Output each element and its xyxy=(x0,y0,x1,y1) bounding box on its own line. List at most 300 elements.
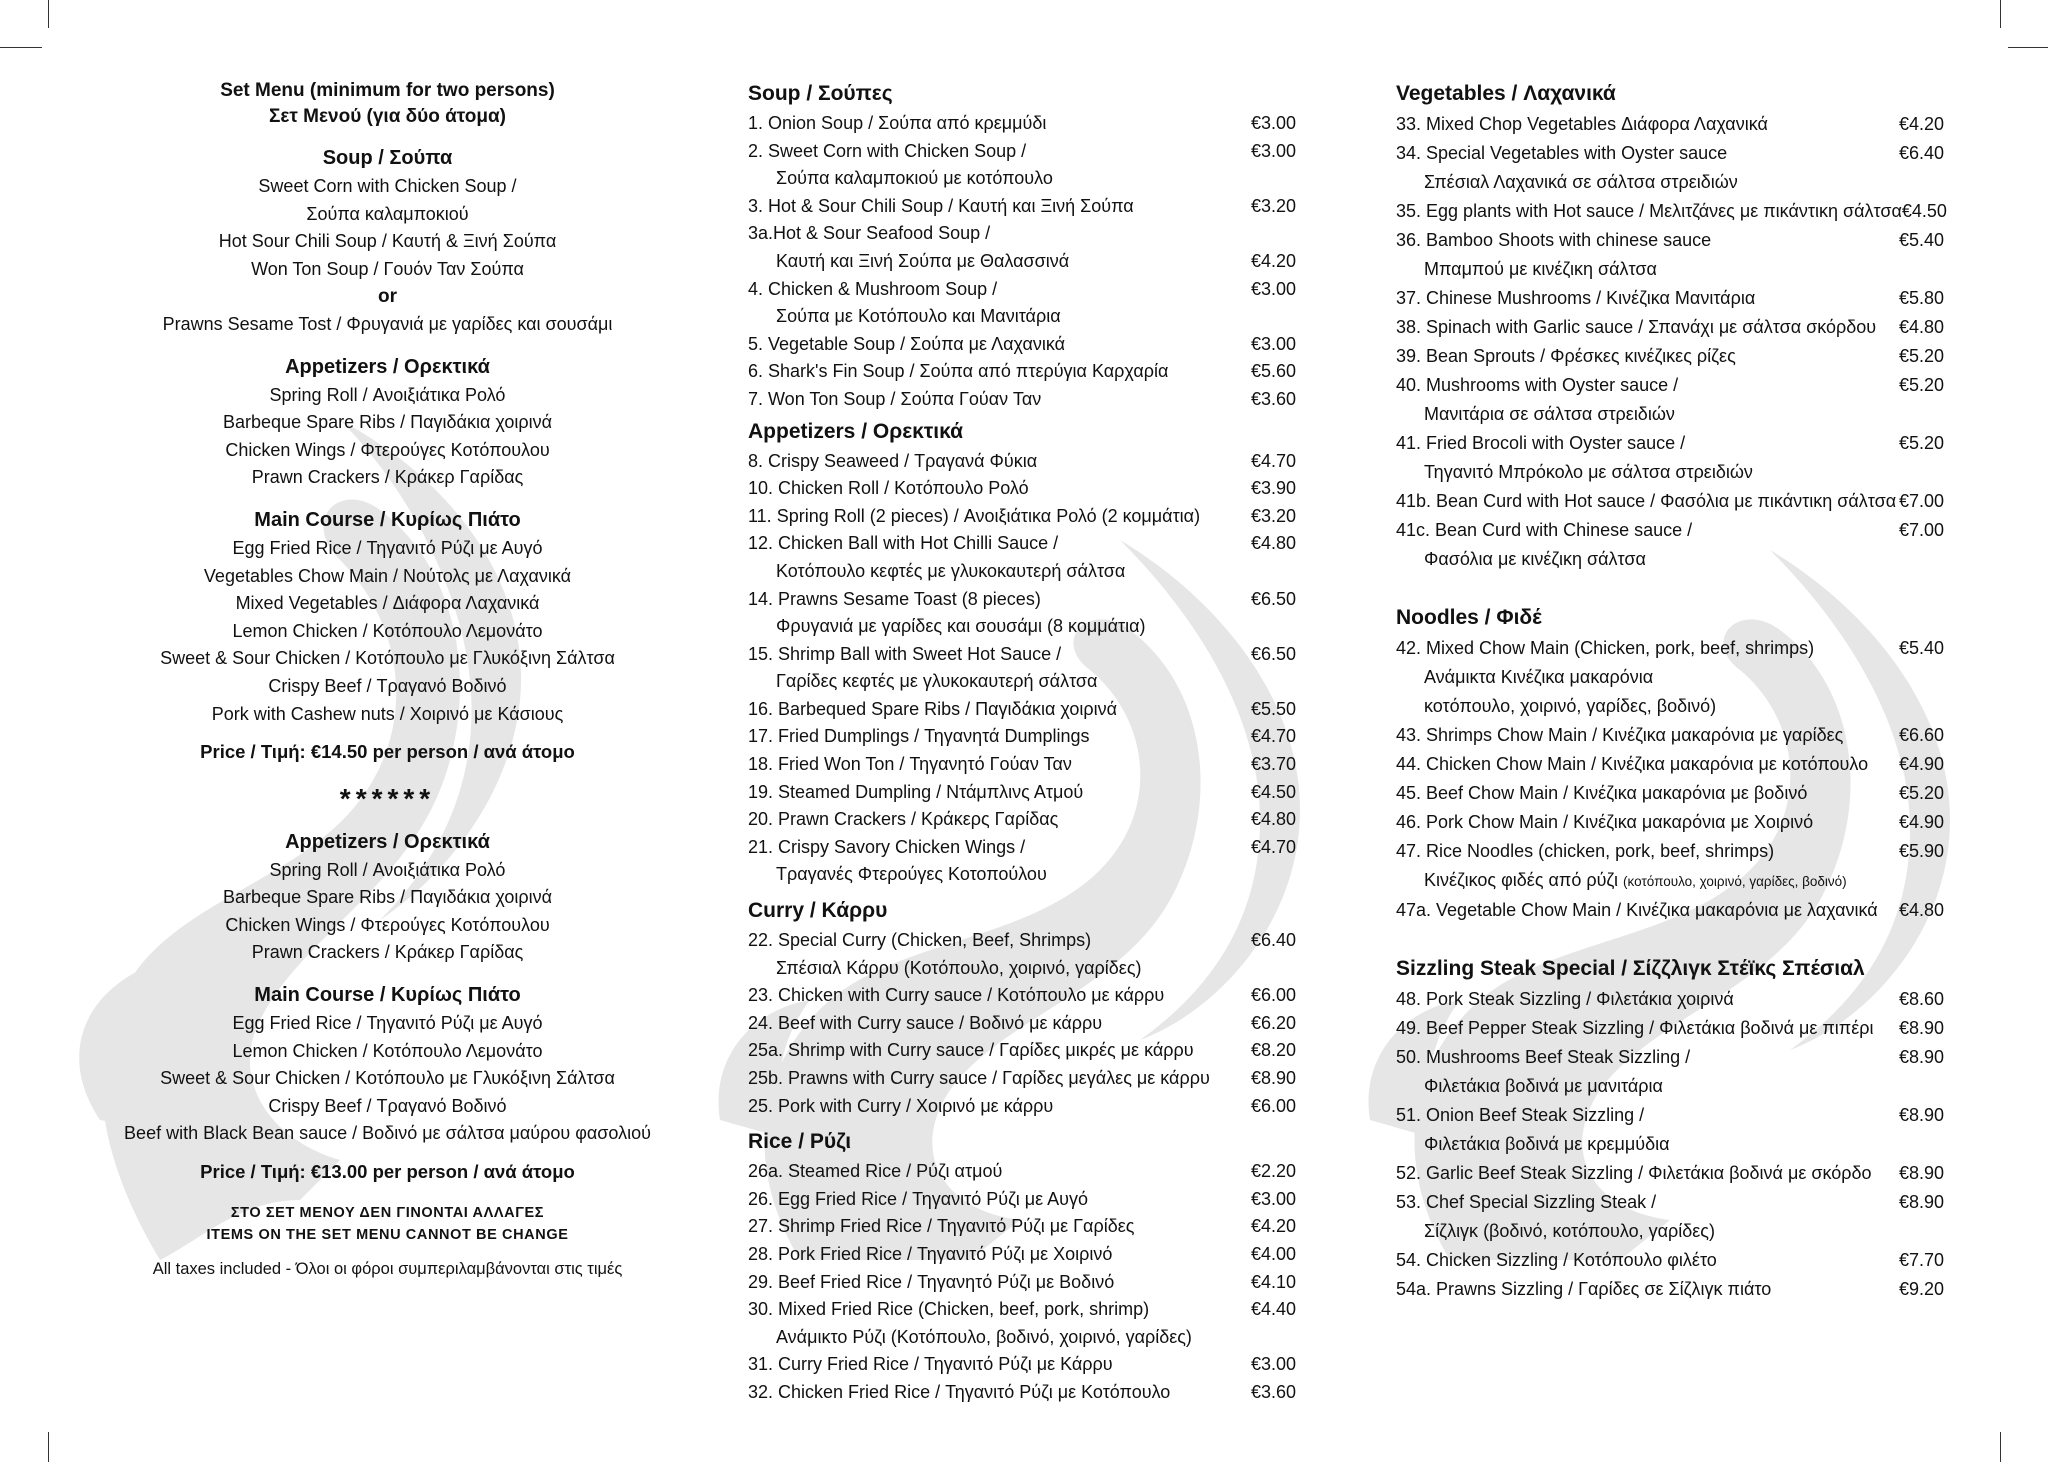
menu-item-name: 21. Crispy Savory Chicken Wings / xyxy=(748,836,1026,857)
menu-item: Chicken Wings / Φτερούγες Κοτόπουλου xyxy=(225,439,550,460)
menu-item-name: 15. Shrimp Ball with Sweet Hot Sauce / xyxy=(748,643,1062,664)
crop-mark xyxy=(2000,1432,2001,1462)
menu-item-name: 4. Chicken & Mushroom Soup / xyxy=(748,278,998,299)
set-menu-note xyxy=(115,1202,660,1246)
crop-mark xyxy=(2000,0,2001,28)
menu-item-row xyxy=(748,586,1296,614)
menu-item-row xyxy=(1396,634,1944,663)
menu-item-row xyxy=(1396,896,1944,925)
menu-item xyxy=(1396,779,1944,808)
menu-item xyxy=(748,806,1296,834)
menu-item-name: 47. Rice Noodles (chicken, pork, beef, shrimps) xyxy=(1396,841,1775,861)
menu-item-row xyxy=(748,1379,1296,1407)
menu-item-price: €3.60 xyxy=(1250,388,1296,409)
menu-item xyxy=(748,1158,1296,1186)
menu-item-row xyxy=(748,696,1296,724)
menu-item-price: €4.00 xyxy=(1250,1243,1296,1264)
menu-item xyxy=(748,1269,1296,1297)
menu-item-row xyxy=(1396,429,1944,458)
menu-item-price: €7.70 xyxy=(1898,1250,1944,1270)
menu-item-translation xyxy=(748,955,1296,983)
menu-item-name: 24. Beef with Curry sauce / Βοδινό με κάρρυ xyxy=(748,1012,1103,1033)
menu-item-row xyxy=(748,138,1296,166)
menu-item-price: €4.90 xyxy=(1898,754,1944,774)
menu-item-row xyxy=(748,331,1296,359)
section-heading: Soup / Σούπα xyxy=(322,147,453,169)
menu-item-name: 3a.Hot & Sour Seafood Soup / xyxy=(748,223,991,244)
menu-item: Prawn Crackers / Κράκερ Γαρίδας xyxy=(251,467,524,488)
menu-item-name: 41. Fried Brocoli with Oyster sauce / xyxy=(1396,433,1686,453)
menu-item-price: €3.00 xyxy=(1250,140,1296,161)
menu-item-row xyxy=(1396,750,1944,779)
menu-item-price: €3.20 xyxy=(1250,505,1296,526)
menu-item-row xyxy=(1396,721,1944,750)
menu-item-price: €8.20 xyxy=(1250,1040,1296,1061)
section-heading: Appetizers / Ορεκτικά xyxy=(748,419,963,443)
menu-item-name: 36. Bamboo Shoots with chinese sauce xyxy=(1396,230,1712,250)
menu-item xyxy=(748,586,1296,641)
menu-item-translation xyxy=(1396,1217,1944,1246)
menu-item-translation-text: Ανάμικτο Ρύζι (Κοτόπουλο, βοδινό, χοιρινό, γαρίδες) xyxy=(776,1326,1192,1347)
menu-item-row xyxy=(748,1269,1296,1297)
menu-item-price: €6.20 xyxy=(1250,1012,1296,1033)
menu-item-price: €4.90 xyxy=(1898,812,1944,832)
menu-item-row xyxy=(1396,1043,1944,1072)
menu-item: Pork with Cashew nuts / Χοιρινό με Κάσιους xyxy=(211,703,564,724)
menu-item-row xyxy=(748,503,1296,531)
menu-item: Chicken Wings / Φτερούγες Κοτόπουλου xyxy=(225,914,550,935)
menu-item xyxy=(1396,284,1944,313)
menu-item-name: 5. Vegetable Soup / Σούπα με Λαχανικά xyxy=(748,333,1066,354)
menu-item: Crispy Beef / Τραγανό Βοδινό xyxy=(268,675,507,696)
menu-item xyxy=(748,982,1296,1010)
menu-item xyxy=(748,193,1296,221)
menu-item-row xyxy=(748,220,1296,248)
menu-item xyxy=(1396,110,1944,139)
menu-item-row xyxy=(748,806,1296,834)
menu-item-name: 32. Chicken Fried Rice / Τηγανιτό Ρύζι με Κοτόπουλο xyxy=(748,1381,1171,1402)
menu-item xyxy=(1396,197,1947,226)
menu-item-translation xyxy=(1396,1072,1944,1101)
menu-item-translation-text: Τηγανιτό Μπρόκολο με σάλτσα στρειδιών xyxy=(1424,462,1753,482)
menu-item-price: €2.20 xyxy=(1250,1161,1296,1182)
menu-item: Beef with Black Bean sauce / Βοδινό με σάλτσα μαύρου φασολιού xyxy=(124,1123,651,1144)
menu-item-name: 22. Special Curry (Chicken, Beef, Shrimps) xyxy=(748,930,1092,951)
menu-item-row xyxy=(748,723,1296,751)
menu-item-row xyxy=(748,386,1296,414)
menu-item-price: €8.90 xyxy=(1250,1068,1296,1088)
menu-item-row xyxy=(748,1213,1296,1241)
set-menu-price: Price / Τιμή: €14.50 per person / ανά άτομο xyxy=(200,741,575,763)
menu-item xyxy=(748,1010,1296,1038)
menu-item: Egg Fried Rice / Τηγανιτό Ρύζι με Αυγό xyxy=(232,1013,543,1034)
menu-item-name: 49. Beef Pepper Steak Sizzling / Φιλετάκια βοδινά με πιπέρι xyxy=(1396,1018,1874,1038)
menu-item xyxy=(1396,808,1944,837)
menu-item-price: €3.00 xyxy=(1250,333,1296,354)
menu-item-name: 50. Mushrooms Beef Steak Sizzling / xyxy=(1396,1047,1691,1067)
menu-item-price: €4.80 xyxy=(1250,533,1296,554)
menu-item xyxy=(748,834,1296,889)
menu-item xyxy=(1396,1101,1944,1159)
menu-item-price: €8.90 xyxy=(1898,1163,1944,1183)
menu-item xyxy=(1396,1159,1944,1188)
menu-item xyxy=(748,1296,1296,1351)
menu-item-price: €6.40 xyxy=(1898,143,1944,163)
set-menu-title-greek: Σετ Μενού (για δύο άτομα) xyxy=(269,106,506,127)
note-english: ITEMS ON THE SET MENU CANNOT BE CHANGE xyxy=(206,1226,569,1243)
menu-item-row xyxy=(1396,139,1944,168)
section-heading: Sizzling Steak Special / Σίζζλιγκ Στέϊκς Σπέσιαλ xyxy=(1396,957,1865,980)
menu-item xyxy=(748,1037,1296,1065)
menu-item-price: €5.40 xyxy=(1898,230,1944,250)
menu-item-row xyxy=(1396,1188,1944,1217)
menu-item-translation-text: Γαρίδες κεφτές με γλυκοκαυτερή σάλτσα xyxy=(776,671,1098,692)
menu-item-name: 26. Egg Fried Rice / Τηγανιτό Ρύζι με Αυγό xyxy=(748,1188,1089,1209)
menu-item-price: €5.20 xyxy=(1898,783,1944,803)
menu-item-translation-text: Σούπα με Κοτόπουλο και Μανιτάρια xyxy=(776,306,1061,327)
menu-column-middle xyxy=(748,78,1296,1407)
menu-item-name: 25a. Shrimp with Curry sauce / Γαρίδες μικρές με κάρρυ xyxy=(748,1040,1194,1061)
menu-item-row xyxy=(748,641,1296,669)
menu-item xyxy=(748,358,1296,386)
menu-item: Lemon Chicken / Κοτόπουλο Λεμονάτο xyxy=(232,620,543,641)
menu-item-row xyxy=(1396,110,1944,139)
menu-item-name: 8. Crispy Seaweed / Τραγανά Φύκια xyxy=(748,450,1038,471)
menu-item: Sweet Corn with Chicken Soup / xyxy=(258,176,517,196)
menu-item-price: €3.00 xyxy=(1250,278,1296,299)
menu-item-name: 7. Won Ton Soup / Σούπα Γούαν Ταν xyxy=(748,388,1042,409)
menu-item-price: €4.80 xyxy=(1898,900,1944,920)
menu-item-translation xyxy=(748,248,1296,276)
menu-item xyxy=(748,751,1296,779)
menu-item-price: €5.40 xyxy=(1898,638,1944,658)
menu-item-price: €8.90 xyxy=(1898,1018,1944,1038)
menu-item-name: 45. Beef Chow Main / Κινέζικα μακαρόνια με βοδινό xyxy=(1396,783,1808,803)
menu-item: Hot Sour Chili Soup / Καυτή & Ξινή Σούπα xyxy=(218,231,557,252)
menu-item-price: €6.40 xyxy=(1250,930,1296,951)
menu-item-translation xyxy=(748,165,1296,193)
menu-item-translation-text: Ανάμικτα Κινέζικα μακαρόνια xyxy=(1424,667,1654,687)
menu-item-row xyxy=(748,358,1296,386)
menu-item-price: €6.00 xyxy=(1250,1095,1296,1116)
menu-item xyxy=(748,927,1296,982)
menu-item-name: 1. Onion Soup / Σούπα από κρεμμύδι xyxy=(748,113,1047,133)
menu-item-row xyxy=(748,1158,1296,1186)
menu-item-name: 17. Fried Dumplings / Τηγανητά Dumplings xyxy=(748,726,1090,747)
menu-item-row xyxy=(1396,837,1944,866)
menu-item-name: 46. Pork Chow Main / Κινέζικα μακαρόνια με Χοιρινό xyxy=(1396,812,1814,832)
menu-item-translation-text: Μανιτάρια σε σάλτσα στρειδιών xyxy=(1424,404,1675,424)
menu-item: Crispy Beef / Τραγανό Βοδινό xyxy=(268,1095,507,1116)
menu-item-row xyxy=(748,1037,1296,1065)
menu-item-price: €4.80 xyxy=(1250,809,1296,830)
menu-item-translation xyxy=(748,1324,1296,1352)
menu-item-name: 20. Prawn Crackers / Κράκερς Γαρίδας xyxy=(748,809,1059,830)
menu-item xyxy=(1396,750,1944,779)
menu-item-name: 23. Chicken with Curry sauce / Κοτόπουλο με κάρρυ xyxy=(748,985,1165,1006)
menu-item xyxy=(1396,487,1944,516)
set-menu-column xyxy=(115,78,660,1283)
menu-column-right xyxy=(1396,78,1947,1304)
menu-item-translation xyxy=(748,861,1296,889)
crop-mark xyxy=(48,1432,49,1462)
menu-item xyxy=(748,696,1296,724)
menu-item-row xyxy=(1396,985,1944,1014)
menu-item-translation-text: Τραγανές Φτερούγες Κοτοπούλου xyxy=(776,864,1047,885)
menu-item-translation xyxy=(748,303,1296,331)
menu-item-price: €5.60 xyxy=(1250,361,1296,382)
menu-item-price: €3.00 xyxy=(1250,113,1296,133)
menu-item-row xyxy=(748,448,1296,476)
menu-item-translation xyxy=(1396,400,1944,429)
menu-item xyxy=(1396,837,1944,896)
menu-item-name: 2. Sweet Corn with Chicken Soup / xyxy=(748,140,1027,161)
menu-item-price: €9.20 xyxy=(1898,1279,1944,1299)
menu-item xyxy=(748,641,1296,696)
menu-item: Sweet & Sour Chicken / Κοτόπουλο με Γλυκόξινη Σάλτσα xyxy=(160,1068,615,1089)
menu-item xyxy=(748,779,1296,807)
menu-item-price: €3.20 xyxy=(1250,195,1296,216)
menu-item xyxy=(1396,342,1944,371)
menu-item: Sweet & Sour Chicken / Κοτόπουλο με Γλυκόξινη Σάλτσα xyxy=(160,648,615,669)
menu-item xyxy=(1396,516,1944,574)
menu-item-row xyxy=(748,834,1296,862)
menu-item-name: 34. Special Vegetables with Oyster sauce xyxy=(1396,143,1728,163)
section-heading: Main Course / Κυρίως Πιάτο xyxy=(254,508,521,531)
menu-item-price: €4.20 xyxy=(1898,114,1944,134)
menu-item-name: 6. Shark's Fin Soup / Σούπα από πτερύγια Καρχαρία xyxy=(748,361,1169,382)
menu-item-row xyxy=(1396,371,1944,400)
menu-item xyxy=(1396,896,1944,925)
menu-item-row xyxy=(748,1093,1296,1121)
menu-item xyxy=(1396,429,1944,487)
menu-item-name: 16. Barbequed Spare Ribs / Παγιδάκια χοιρινά xyxy=(748,698,1117,719)
menu-item xyxy=(1396,226,1944,284)
menu-item xyxy=(1396,313,1944,342)
menu-item: Barbeque Spare Ribs / Παγιδάκια χοιρινά xyxy=(223,412,552,433)
menu-item-translation xyxy=(748,613,1296,641)
menu-item-name: 54a. Prawns Sizzling / Γαρίδες σε Σίζλιγκ πιάτο xyxy=(1396,1279,1772,1299)
menu-item xyxy=(748,1093,1296,1121)
menu-item-price: €8.60 xyxy=(1898,989,1944,1009)
menu-item-price: €6.60 xyxy=(1898,725,1944,745)
menu-item xyxy=(748,386,1296,414)
menu-item-name: 25b. Prawns with Curry sauce / Γαρίδες μεγάλες με κάρρυ xyxy=(748,1068,1210,1088)
menu-item-row xyxy=(1396,1014,1944,1043)
menu-item-price: €5.20 xyxy=(1898,375,1944,395)
menu-item-row xyxy=(748,1010,1296,1038)
menu-item: Σούπα καλαμποκιού xyxy=(306,203,469,224)
menu-item xyxy=(748,1186,1296,1214)
menu-item-translation-line3: κοτόπουλο, χοιρινό, γαρίδες, βοδινό) xyxy=(1424,696,1717,716)
menu-item-row xyxy=(1396,313,1944,342)
menu-item-row xyxy=(748,110,1296,138)
menu-item-translation xyxy=(1396,458,1944,487)
stars-divider: ****** xyxy=(339,782,436,814)
crop-mark xyxy=(48,0,49,28)
section-heading: Vegetables / Λαχανικά xyxy=(1396,82,1616,105)
menu-item-name: 53. Chef Special Sizzling Steak / xyxy=(1396,1192,1657,1212)
menu-item-name: 29. Beef Fried Rice / Τηγανητό Ρύζι με Βοδινό xyxy=(748,1271,1115,1292)
section-heading: Appetizers / Ορεκτικά xyxy=(285,355,490,378)
menu-item-price: €3.70 xyxy=(1250,754,1296,775)
menu-item-price: €6.50 xyxy=(1250,588,1296,609)
menu-item xyxy=(748,110,1296,138)
menu-item-name: 18. Fried Won Ton / Τηγανητό Γούαν Ταν xyxy=(748,754,1072,775)
menu-item-name: 43. Shrimps Chow Main / Κινέζικα μακαρόνια με γαρίδες xyxy=(1396,725,1844,745)
menu-item-price: €8.90 xyxy=(1898,1105,1944,1125)
menu-item-name: 25. Pork with Curry / Χοιρινό με κάρρυ xyxy=(748,1095,1054,1116)
section-heading: Appetizers / Ορεκτικά xyxy=(285,830,490,853)
menu-item-name: 40. Mushrooms with Oyster sauce / xyxy=(1396,375,1679,395)
menu-item-price: €3.00 xyxy=(1250,1188,1296,1209)
menu-item-row xyxy=(1396,226,1944,255)
menu-item-name: 10. Chicken Roll / Κοτόπουλο Ρολό xyxy=(748,478,1029,499)
menu-item xyxy=(748,723,1296,751)
menu-item-price: €5.50 xyxy=(1250,698,1296,719)
menu-item: Egg Fried Rice / Τηγανιτό Ρύζι με Αυγό xyxy=(232,537,543,558)
menu-item xyxy=(748,331,1296,359)
menu-item xyxy=(748,1379,1296,1407)
menu-item xyxy=(1396,139,1944,197)
menu-item-name: 54. Chicken Sizzling / Κοτόπουλο φιλέτο xyxy=(1396,1250,1717,1270)
menu-item-translation-text: Σίζλιγκ (βοδινό, κοτόπουλο, γαρίδες) xyxy=(1424,1221,1715,1241)
menu-item xyxy=(1396,1246,1944,1275)
menu-item-row xyxy=(1396,197,1947,226)
menu-item-price: €7.00 xyxy=(1898,491,1944,511)
menu-item: Vegetables Chow Main / Νούτολς με Λαχανικά xyxy=(203,565,572,586)
menu-item-row xyxy=(1396,284,1944,313)
section-heading: Main Course / Κυρίως Πιάτο xyxy=(254,984,521,1007)
menu-item-price: €4.40 xyxy=(1250,1299,1296,1320)
set-menu-title: Set Menu (minimum for two persons) xyxy=(220,80,555,101)
menu-item-row xyxy=(1396,1246,1944,1275)
menu-item xyxy=(748,138,1296,193)
menu-item: Prawn Crackers / Κράκερ Γαρίδας xyxy=(251,942,524,963)
crop-mark xyxy=(0,47,42,48)
menu-item-name: 28. Pork Fried Rice / Τηγανιτό Ρύζι με Χοιρινό xyxy=(748,1243,1113,1264)
menu-item xyxy=(748,475,1296,503)
menu-item-price: €4.70 xyxy=(1250,726,1296,747)
menu-item-name: 26a. Steamed Rice / Ρύζι ατμού xyxy=(748,1161,1003,1182)
menu-item: Lemon Chicken / Κοτόπουλο Λεμονάτο xyxy=(232,1040,543,1061)
menu-item-name: 30. Mixed Fried Rice (Chicken, beef, pork, shrimp) xyxy=(748,1299,1150,1320)
menu-item-name: 11. Spring Roll (2 pieces) / Ανοιξιάτικα Ρολό (2 κομμάτια) xyxy=(748,505,1201,526)
menu-item-name: 44. Chicken Chow Main / Κινέζικα μακαρόνια με κοτόπουλο xyxy=(1396,754,1869,774)
menu-item-price: €4.80 xyxy=(1898,317,1944,337)
menu-item xyxy=(1396,985,1944,1014)
section-heading: Rice / Ρύζι xyxy=(748,1130,852,1154)
menu-item-row xyxy=(748,530,1296,558)
menu-item-name: 33. Mixed Chop Vegetables Διάφορα Λαχανικά xyxy=(1396,114,1768,134)
menu-item: Barbeque Spare Ribs / Παγιδάκια χοιρινά xyxy=(223,887,552,908)
menu-item-row xyxy=(748,1351,1296,1379)
menu-item-row xyxy=(748,982,1296,1010)
section-heading: Soup / Σούπες xyxy=(748,82,893,105)
menu-item-name: 48. Pork Steak Sizzling / Φιλετάκια χοιρινά xyxy=(1396,989,1734,1009)
menu-item-name: 31. Curry Fried Rice / Τηγανιτό Ρύζι με Κάρρυ xyxy=(748,1354,1113,1375)
menu-item xyxy=(1396,371,1944,429)
menu-item-name: 14. Prawns Sesame Toast (8 pieces) xyxy=(748,588,1041,609)
menu-item: Mixed Vegetables / Διάφορα Λαχανικά xyxy=(235,593,540,614)
section-heading: Noodles / Φιδέ xyxy=(1396,606,1542,629)
menu-item-price: €4.70 xyxy=(1250,836,1296,857)
menu-item-name: 19. Steamed Dumpling / Ντάμπλινς Ατμού xyxy=(748,781,1084,802)
menu-item-row xyxy=(748,193,1296,221)
menu-item-translation-text: Φασόλια με κινέζικη σάλτσα xyxy=(1424,549,1646,569)
menu-item-row xyxy=(1396,779,1944,808)
menu-item-name: 47a. Vegetable Chow Main / Κινέζικα μακαρόνια με λαχανικά xyxy=(1396,900,1878,920)
menu-item-translation-text: Καυτή και Ξινή Σούπα με Θαλασσινά xyxy=(776,250,1070,271)
crop-mark xyxy=(2008,47,2048,48)
menu-item-translation-text: Σπέσιαλ Λαχανικά σε σάλτσα στρειδιών xyxy=(1424,172,1738,192)
menu-item-name: 51. Onion Beef Steak Sizzling / xyxy=(1396,1105,1645,1125)
menu-item-row xyxy=(1396,808,1944,837)
menu-item-translation xyxy=(1396,866,1944,896)
menu-item-row xyxy=(748,475,1296,503)
menu-item-translation xyxy=(1396,545,1944,574)
menu-item-price: €4.70 xyxy=(1250,450,1296,471)
menu-item-translation xyxy=(748,558,1296,586)
menu-item-price: €7.00 xyxy=(1898,520,1944,540)
menu-item-price: €5.20 xyxy=(1898,433,1944,453)
taxes-note: All taxes included - Όλοι οι φόροι συμπεριλαμβάνονται στις τιμές xyxy=(152,1259,623,1278)
menu-item-price: €4.20 xyxy=(1250,1216,1296,1237)
menu-item-name: 3. Hot & Sour Chili Soup / Καυτή και Ξινή Σούπα xyxy=(748,195,1134,216)
menu-item-translation-text: Σούπα καλαμποκιού με κοτόπουλο xyxy=(776,168,1053,189)
menu-item-row xyxy=(748,1296,1296,1324)
menu-item xyxy=(1396,1188,1944,1246)
menu-item-row xyxy=(748,751,1296,779)
menu-item-translation-text: Μπαμπού με κινέζικη σάλτσα xyxy=(1424,259,1657,279)
menu-item-row xyxy=(1396,1159,1944,1188)
menu-item-price: €8.90 xyxy=(1898,1192,1944,1212)
menu-item-row xyxy=(1396,1101,1944,1130)
menu-item-name: 41b. Bean Curd with Hot sauce / Φασόλια με πικάντικη σάλτσα xyxy=(1396,491,1897,511)
menu-item xyxy=(1396,634,1944,721)
menu-item-translation-text: Κινέζικος φιδές από ρύζι xyxy=(1424,870,1619,890)
menu-item xyxy=(748,1241,1296,1269)
menu-item-row xyxy=(748,276,1296,304)
menu-item-row xyxy=(1396,487,1944,516)
menu-item-price: €5.80 xyxy=(1898,288,1944,308)
menu-item xyxy=(748,503,1296,531)
menu-item-row xyxy=(748,1186,1296,1214)
menu-item xyxy=(1396,1014,1944,1043)
menu-item: Spring Roll / Ανοιξιάτικα Ρολό xyxy=(269,859,506,880)
menu-item-translation-text: Κοτόπουλο κεφτές με γλυκοκαυτερή σάλτσα xyxy=(776,560,1126,581)
menu-item-translation xyxy=(1396,255,1944,284)
menu-item-price: €3.60 xyxy=(1250,1381,1296,1402)
menu-item-row xyxy=(748,1241,1296,1269)
menu-item xyxy=(748,1213,1296,1241)
menu-item-row xyxy=(1396,516,1944,545)
menu-item-price: €3.00 xyxy=(1250,1354,1296,1375)
menu-item-translation-text: Φρυγανιά με γαρίδες και σουσάμι (8 κομμάτια) xyxy=(776,616,1146,637)
menu-item: Spring Roll / Ανοιξιάτικα Ρολό xyxy=(269,384,506,405)
menu-item xyxy=(748,530,1296,585)
menu-item-translation xyxy=(1396,663,1944,692)
menu-item-row xyxy=(1396,342,1944,371)
menu-item-name: 12. Chicken Ball with Hot Chilli Sauce / xyxy=(748,533,1059,554)
menu-item-price: €3.90 xyxy=(1250,478,1296,499)
menu-item-price: €8.90 xyxy=(1898,1047,1944,1067)
menu-item xyxy=(748,220,1296,275)
menu-item xyxy=(1396,721,1944,750)
menu-item-translation-detail: (κοτόπουλο, χοιρινό, γαρίδες, βοδινό) xyxy=(1623,874,1847,889)
menu-item xyxy=(748,1065,1296,1093)
menu-item-price: €4.50 xyxy=(1901,201,1947,221)
